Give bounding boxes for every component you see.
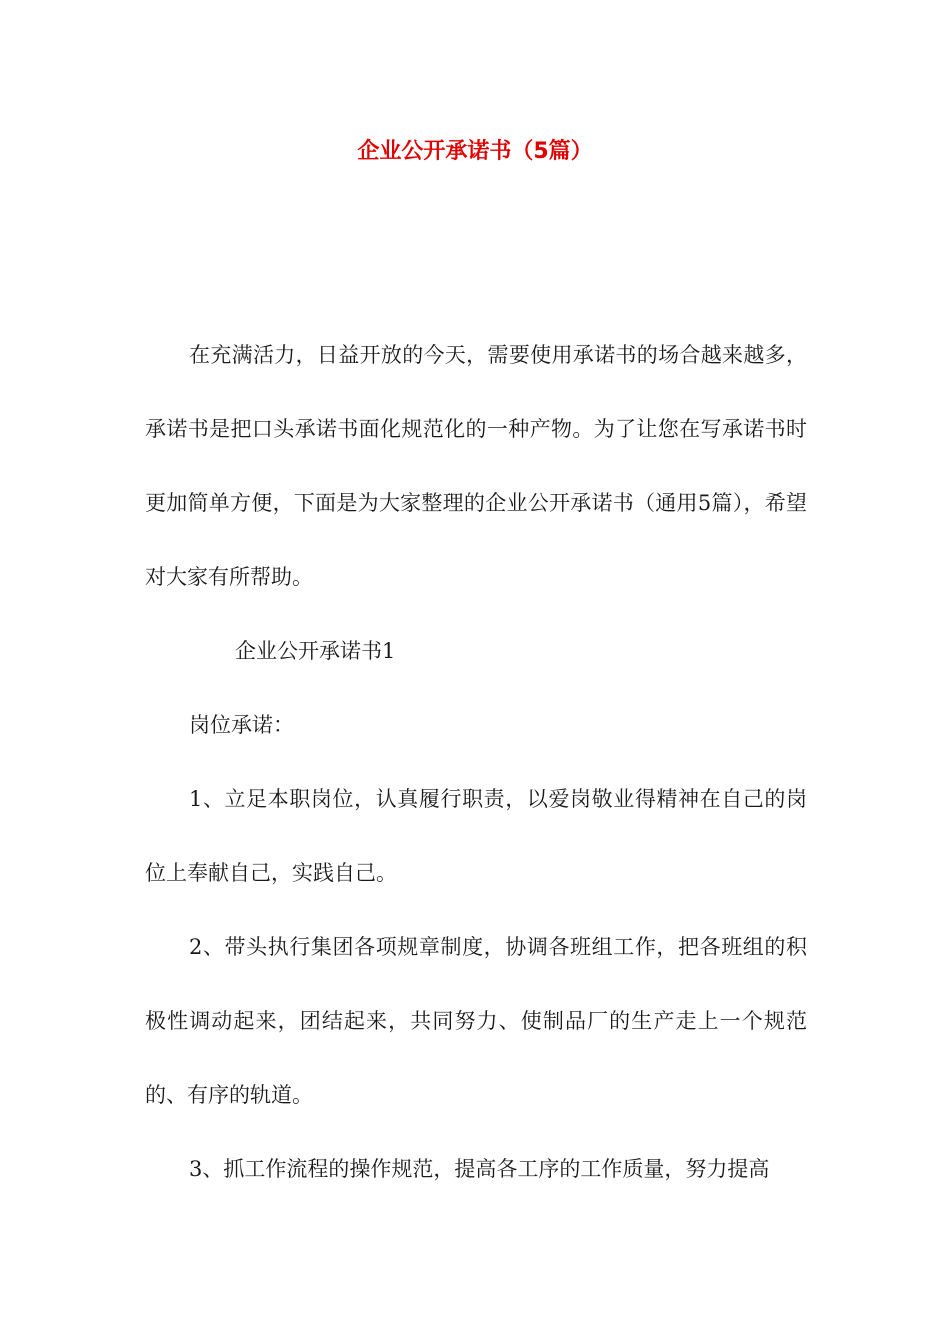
commitment-item-1: 1、立足本职岗位，认真履行职责，以爱岗敬业得精神在自己的岗位上奉献自己，实践自己。 [145,787,807,885]
subheading-paragraph: 岗位承诺： [189,713,294,737]
document-body [145,318,807,1206]
document-title: 企业公开承诺书（5篇） [357,139,593,164]
section-heading: 企业公开承诺书1 [235,639,396,663]
commitment-item-3: 3、抓工作流程的操作规范，提高各工序的工作质量，努力提高 [189,1157,770,1181]
intro-paragraph: 在充满活力，日益开放的今天，需要使用承诺书的场合越来越多，承诺书是把口头承诺书面化规范化的一种产物。为了让您在写承诺书时更加简单方便，下面是为大家整理的企业公开承诺书（通用5篇），希望对大家有所帮助。 [145,343,807,589]
commitment-item-2: 2、带头执行集团各项规章制度，协调各班组工作，把各班组的积极性调动起来，团结起来，共同努力、使制品厂的生产走上一个规范的、有序的轨道。 [145,935,807,1107]
